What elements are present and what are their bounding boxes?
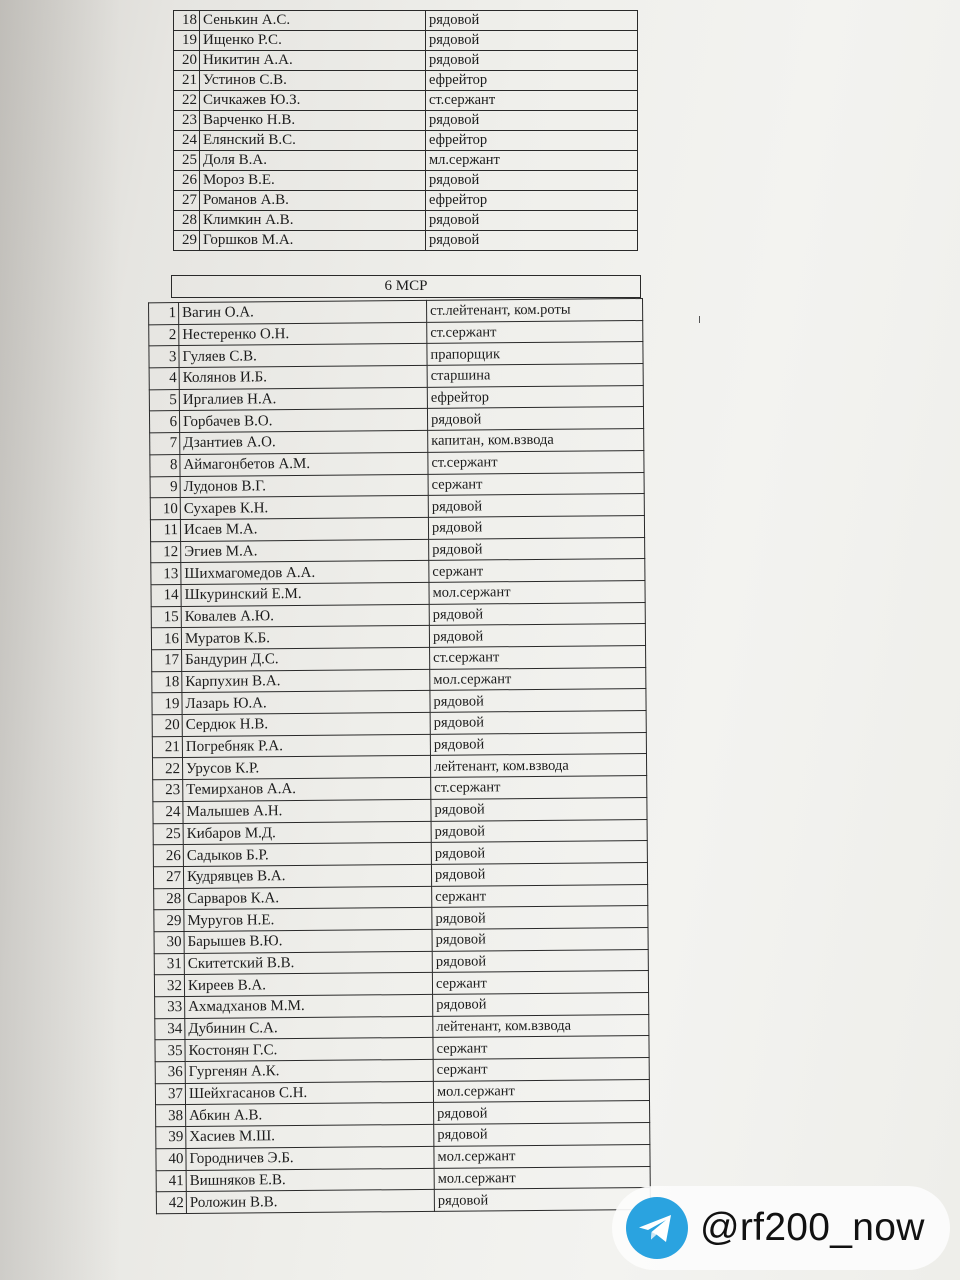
military-rank: ефрейтор — [426, 191, 638, 211]
military-rank: рядовой — [427, 407, 643, 431]
military-rank: рядовой — [431, 819, 647, 843]
military-rank: сержант — [432, 884, 648, 908]
table-row — [174, 131, 638, 151]
table-row — [174, 31, 638, 51]
row-number: 29 — [174, 231, 200, 251]
row-number: 10 — [150, 498, 180, 520]
military-rank: рядовой — [430, 711, 646, 735]
row-number: 25 — [153, 823, 183, 845]
person-name: Сарваров К.А. — [184, 886, 432, 910]
person-name: Скитетский В.В. — [184, 951, 432, 975]
military-rank: рядовой — [429, 624, 645, 648]
row-number: 19 — [174, 31, 200, 51]
military-rank: сержант — [429, 559, 645, 583]
row-number: 15 — [151, 606, 181, 628]
military-rank: ст.сержант — [430, 645, 646, 669]
military-rank: ст.сержант — [428, 450, 644, 474]
page-shadow — [0, 0, 120, 1280]
person-name: Муругов Н.Е. — [184, 908, 432, 932]
table-row — [174, 111, 638, 131]
person-name: Сердюк Н.В. — [182, 712, 430, 736]
row-number: 29 — [154, 910, 184, 932]
person-name: Лазарь Ю.А. — [182, 691, 430, 715]
military-rank: рядовой — [431, 841, 647, 865]
table-row — [174, 11, 638, 31]
row-number: 36 — [155, 1062, 185, 1084]
military-rank: рядовой — [433, 992, 649, 1016]
table-row — [174, 51, 638, 71]
person-name: Городничев Э.Б. — [186, 1146, 434, 1170]
military-rank: рядовой — [426, 51, 638, 71]
military-rank: ст.сержант — [427, 320, 643, 344]
row-number: 11 — [150, 519, 180, 541]
row-number: 26 — [174, 171, 200, 191]
row-number: 37 — [155, 1083, 185, 1105]
military-rank: мол.сержант — [433, 1079, 649, 1103]
military-rank: рядовой — [434, 1188, 650, 1212]
row-number: 24 — [174, 131, 200, 151]
military-rank: ефрейтор — [426, 71, 638, 91]
military-rank: рядовой — [428, 515, 644, 539]
military-rank: мол.сержант — [429, 580, 645, 604]
military-rank: рядовой — [432, 949, 648, 973]
row-number: 39 — [156, 1127, 186, 1149]
telegram-icon — [626, 1197, 688, 1259]
row-number: 31 — [154, 953, 184, 975]
person-name: Хасиев М.Ш. — [186, 1124, 434, 1148]
row-number: 26 — [153, 845, 183, 867]
military-rank: сержант — [433, 1036, 649, 1060]
table-row — [174, 71, 638, 91]
person-name: Доля В.А. — [200, 151, 426, 171]
person-name: Мороз В.Е. — [200, 171, 426, 191]
military-rank: мол.сержант — [430, 667, 646, 691]
person-name: Роложин В.В. — [186, 1190, 434, 1214]
person-name: Гуляев С.В. — [179, 344, 427, 368]
person-name: Дубинин С.А. — [185, 1016, 433, 1040]
person-name: Малышев А.Н. — [183, 799, 431, 823]
table-row — [174, 151, 638, 171]
person-name: Эгиев М.А. — [181, 539, 429, 563]
person-name: Иргалиев Н.А. — [179, 387, 427, 411]
person-name: Темирханов А.А. — [183, 777, 431, 801]
personnel-table-top — [173, 10, 638, 251]
military-rank: мл.сержант — [426, 151, 638, 171]
person-name: Варченко Н.В. — [200, 111, 426, 131]
row-number: 33 — [155, 997, 185, 1019]
person-name: Гургенян А.К. — [185, 1059, 433, 1083]
table-row — [174, 91, 638, 111]
person-name: Шихмагомедов А.А. — [181, 561, 429, 585]
row-number: 13 — [151, 563, 181, 585]
person-name: Лудонов В.Г. — [180, 474, 428, 498]
row-number: 2 — [149, 324, 179, 346]
military-rank: рядовой — [426, 111, 638, 131]
table-row — [174, 171, 638, 191]
row-number: 21 — [174, 71, 200, 91]
person-name: Киреев В.А. — [184, 973, 432, 997]
military-rank: рядовой — [431, 862, 647, 886]
person-name: Шейхгасанов С.Н. — [185, 1081, 433, 1105]
military-rank: сержант — [428, 472, 644, 496]
row-number: 42 — [156, 1192, 186, 1214]
person-name: Садыков Б.Р. — [183, 843, 431, 867]
person-name: Романов А.В. — [200, 191, 426, 211]
military-rank: мол.сержант — [434, 1144, 650, 1168]
person-name: Костонян Г.С. — [185, 1038, 433, 1062]
row-number: 41 — [156, 1170, 186, 1192]
military-rank: рядовой — [430, 732, 646, 756]
row-number: 18 — [174, 11, 200, 31]
person-name: Карпухин В.А. — [182, 669, 430, 693]
table-row — [174, 231, 638, 251]
person-name: Климкин А.В. — [200, 211, 426, 231]
person-name: Сичкажев Ю.З. — [200, 91, 426, 111]
military-rank: старшина — [427, 364, 643, 388]
row-number: 9 — [150, 476, 180, 498]
channel-watermark[interactable] — [612, 1186, 950, 1270]
military-rank: ст.сержант — [431, 776, 647, 800]
military-rank: рядовой — [428, 494, 644, 518]
row-number: 20 — [174, 51, 200, 71]
military-rank: прапорщик — [427, 342, 643, 366]
row-number: 23 — [174, 111, 200, 131]
row-number: 35 — [155, 1040, 185, 1062]
row-number: 22 — [174, 91, 200, 111]
pen-mark — [699, 316, 700, 323]
person-name: Сенькин А.С. — [200, 11, 426, 31]
row-number: 32 — [154, 975, 184, 997]
row-number: 34 — [155, 1018, 185, 1040]
person-name: Вишняков Е.В. — [186, 1168, 434, 1192]
person-name: Барышев В.Ю. — [184, 929, 432, 953]
row-number: 14 — [151, 584, 181, 606]
military-rank: рядовой — [426, 231, 638, 251]
person-name: Никитин А.А. — [200, 51, 426, 71]
military-rank: сержант — [433, 1058, 649, 1082]
military-rank: ст.сержант — [426, 91, 638, 111]
person-name: Погребняк Р.А. — [182, 734, 430, 758]
person-name: Нестеренко О.Н. — [179, 322, 427, 346]
person-name: Шкуринский Е.М. — [181, 582, 429, 606]
channel-handle[interactable]: @rf200_now — [700, 1206, 925, 1249]
military-rank: рядовой — [431, 797, 647, 821]
person-name: Колянов И.Б. — [179, 365, 427, 389]
row-number: 27 — [174, 191, 200, 211]
person-name: Кибаров М.Д. — [183, 821, 431, 845]
person-name: Ковалев А.Ю. — [181, 604, 429, 628]
row-number: 21 — [152, 736, 182, 758]
row-number: 1 — [149, 303, 179, 325]
person-name: Аймагонбетов А.М. — [180, 452, 428, 476]
person-name: Елянский В.С. — [200, 131, 426, 151]
row-number: 25 — [174, 151, 200, 171]
row-number: 19 — [152, 693, 182, 715]
row-number: 17 — [152, 650, 182, 672]
person-name: Ищенко Р.С. — [200, 31, 426, 51]
military-rank: сержант — [432, 971, 648, 995]
person-name: Кудрявцев В.А. — [183, 864, 431, 888]
military-rank: капитан, ком.взвода — [428, 429, 644, 453]
person-name: Муратов К.Б. — [181, 626, 429, 650]
person-name: Устинов С.В. — [200, 71, 426, 91]
person-name: Горшков М.А. — [200, 231, 426, 251]
military-rank: рядовой — [434, 1123, 650, 1147]
military-rank: рядовой — [426, 171, 638, 191]
person-name: Ахмадханов М.М. — [185, 994, 433, 1018]
person-name: Исаев М.А. — [180, 517, 428, 541]
person-name: Сухарев К.Н. — [180, 496, 428, 520]
military-rank: рядовой — [426, 211, 638, 231]
section-title: 6 МСР — [171, 275, 641, 298]
row-number: 12 — [151, 541, 181, 563]
personnel-table-6msr — [148, 298, 651, 1214]
military-rank: рядовой — [432, 906, 648, 930]
person-name: Урусов К.Р. — [182, 756, 430, 780]
military-rank: рядовой — [430, 689, 646, 713]
person-name: Вагин О.А. — [179, 300, 427, 324]
military-rank: рядовой — [434, 1101, 650, 1125]
military-rank: рядовой — [429, 537, 645, 561]
military-rank: ст.лейтенант, ком.роты — [427, 299, 643, 323]
row-number: 7 — [150, 433, 180, 455]
person-name: Дзантиев А.О. — [180, 431, 428, 455]
military-rank: рядовой — [432, 927, 648, 951]
row-number: 16 — [151, 628, 181, 650]
military-rank: лейтенант, ком.взвода — [430, 754, 646, 778]
military-rank: лейтенант, ком.взвода — [433, 1014, 649, 1038]
row-number: 3 — [149, 346, 179, 368]
military-rank: рядовой — [426, 31, 638, 51]
row-number: 20 — [152, 715, 182, 737]
person-name: Бандурин Д.С. — [182, 647, 430, 671]
row-number: 8 — [150, 454, 180, 476]
table-row — [174, 191, 638, 211]
row-number: 40 — [156, 1148, 186, 1170]
row-number: 38 — [156, 1105, 186, 1127]
military-rank: рядовой — [429, 602, 645, 626]
row-number: 22 — [152, 758, 182, 780]
military-rank: ефрейтор — [426, 131, 638, 151]
row-number: 27 — [153, 866, 183, 888]
row-number: 24 — [153, 801, 183, 823]
row-number: 6 — [149, 411, 179, 433]
row-number: 18 — [152, 671, 182, 693]
person-name: Горбачев В.О. — [179, 409, 427, 433]
row-number: 5 — [149, 389, 179, 411]
row-number: 30 — [154, 931, 184, 953]
military-rank: рядовой — [426, 11, 638, 31]
row-number: 28 — [154, 888, 184, 910]
table-row — [174, 211, 638, 231]
military-rank: мол.сержант — [434, 1166, 650, 1190]
row-number: 4 — [149, 368, 179, 390]
person-name: Абкин А.В. — [186, 1103, 434, 1127]
table-row — [156, 1188, 650, 1214]
row-number: 23 — [153, 780, 183, 802]
row-number: 28 — [174, 211, 200, 231]
military-rank: ефрейтор — [427, 385, 643, 409]
